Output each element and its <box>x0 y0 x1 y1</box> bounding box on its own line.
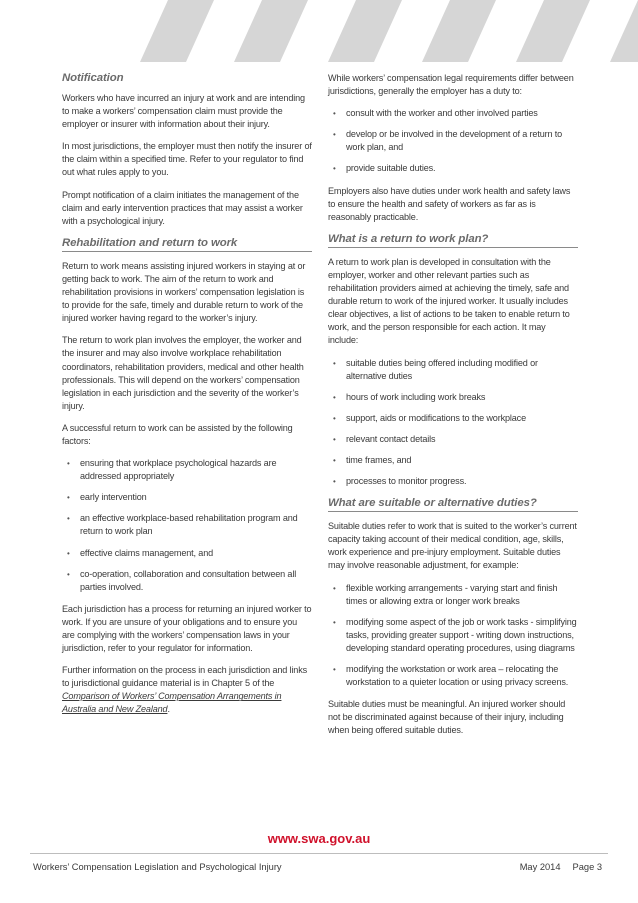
notification-paragraph: In most jurisdictions, the employer must then notify the insurer of the claim within a specified time. Refer to your regulator to find out what rules apply to you. <box>62 141 312 178</box>
list-item: • effective claims management, and <box>62 547 312 560</box>
rehabilitation-paragraph: The return to work plan involves the employer, the worker and the insurer and may also involve workplace rehabilitation coordinators, rehabilitation providers, medical and other health professionals. This will depend on the workers’ compensation legislation in each jurisdiction and the severity of the worker’s injury. <box>62 335 304 411</box>
plan-items-list <box>328 357 578 489</box>
suitable-duties-paragraph: Suitable duties must be meaningful. An injured worker should not be discriminated against because of their injury, including when being offered suitable duties. <box>328 699 566 736</box>
return-to-work-plan-paragraph: A return to work plan is developed in consultation with the employer, worker and other relevant parties such as rehabilitation providers aimed at achieving the timely, safe and durable return to work of the injured worker. It usually includes clear objectives, a list of actions to be taken to enable return to work, and the person responsible for each action. It may include: <box>328 256 570 346</box>
footer-document-title: Workers’ Compensation Legislation and Psychological Injury <box>33 862 282 872</box>
list-item: • provide suitable duties. <box>328 162 578 175</box>
factors-list <box>62 457 312 594</box>
list-item: • processes to monitor progress. <box>328 475 578 488</box>
list-item: • flexible working arrangements - varying start and finish times or allowing extra or longer work breaks <box>328 582 578 608</box>
whs-duties-paragraph: Employers also have duties under work health and safety laws to ensure the health and safety of workers as far as is reasonably practicable. <box>328 185 571 222</box>
list-item: • hours of work including work breaks <box>328 391 578 404</box>
list-item: • develop or be involved in the development of a return to work plan, and <box>328 128 578 154</box>
header-stripe <box>610 0 638 62</box>
footer-page-info <box>520 862 602 872</box>
notification-heading: Notification <box>62 72 124 84</box>
rehabilitation-paragraph: A successful return to work can be assisted by the following factors: <box>62 422 293 446</box>
list-item: • co-operation, collaboration and consultation between all parties involved. <box>62 568 312 594</box>
employer-duties-list <box>328 107 578 175</box>
list-item: • time frames, and <box>328 454 578 467</box>
list-item: • an effective workplace-based rehabilitation program and return to work plan <box>62 512 312 538</box>
header-stripes <box>0 0 638 62</box>
list-item: • consult with the worker and other involved parties <box>328 107 578 120</box>
footer-date: May 2014 <box>519 862 561 872</box>
adjustments-list <box>328 582 578 690</box>
comparison-report-link[interactable]: Comparison of Workers’ Compensation Arrangements in Australia and New Zealand <box>62 691 282 715</box>
list-item: • suitable duties being offered including modified or alternative duties <box>328 357 578 383</box>
suitable-duties-paragraph: Suitable duties refer to work that is suited to the worker’s current capacity taking account of their medical condition, age, skills, work experience and pre-injury employment. Suitable duties may involve reasonable adjustment, for example: <box>328 521 577 571</box>
header-stripe <box>234 0 308 62</box>
rehabilitation-paragraph: Each jurisdiction has a process for returning an injured worker to work. If you are unsure of your obligations and to ensure you are complying with the workers’ compensation laws in your jurisdiction, refer to your regulator for information. <box>62 603 312 654</box>
further-information-paragraph <box>62 664 312 716</box>
list-item: • modifying some aspect of the job or work tasks - simplifying tasks, providing greater support - writing down instructions, developing standard operating procedures, using diagrams <box>328 616 578 655</box>
list-item: • support, aids or modifications to the workplace <box>328 412 578 425</box>
list-item: • relevant contact details <box>328 433 578 446</box>
rehabilitation-paragraph: Return to work means assisting injured workers in staying at or getting back to work. The aim of the return to work and rehabilitation provisions in workers’ compensation legislation is to provide for the safe, timely and durable return to work of the injured worker having regard to the worker’s injury. <box>62 260 306 324</box>
return-to-work-plan-heading: What is a return to work plan? <box>328 233 578 248</box>
left-column <box>62 72 312 726</box>
further-information-end: . <box>167 704 170 715</box>
list-item: • early intervention <box>62 491 312 504</box>
list-item: • modifying the workstation or work area – relocating the workstation to a quieter location or using privacy screens. <box>328 663 578 689</box>
notification-paragraph: Prompt notification of a claim initiates the management of the claim and early intervention practices that may assist a worker with a psychological injury. <box>62 189 303 226</box>
list-item: • ensuring that workplace psychological hazards are addressed appropriately <box>62 457 312 483</box>
page-number: Page 3 <box>572 862 602 872</box>
header-stripe <box>422 0 496 62</box>
rehabilitation-heading: Rehabilitation and return to work <box>62 237 312 252</box>
duties-intro-paragraph: While workers’ compensation legal requirements differ between jurisdictions, generally the employer has a duty to: <box>328 73 574 97</box>
further-information-text: Further information on the process in each jurisdiction and links to jurisdictional guidance material is in Chapter 5 of the <box>62 665 308 689</box>
header-stripe <box>140 0 214 62</box>
header-stripe <box>328 0 402 62</box>
footer-divider <box>30 853 608 854</box>
header-stripe <box>516 0 590 62</box>
right-column <box>328 72 578 746</box>
notification-paragraph: Workers who have incurred an injury at work and are intending to make a workers’ compensation claim must provide the employer or insurer with information about their injury. <box>62 93 305 130</box>
suitable-duties-heading: What are suitable or alternative duties? <box>328 497 578 512</box>
website-url[interactable]: www.swa.gov.au <box>267 831 371 846</box>
